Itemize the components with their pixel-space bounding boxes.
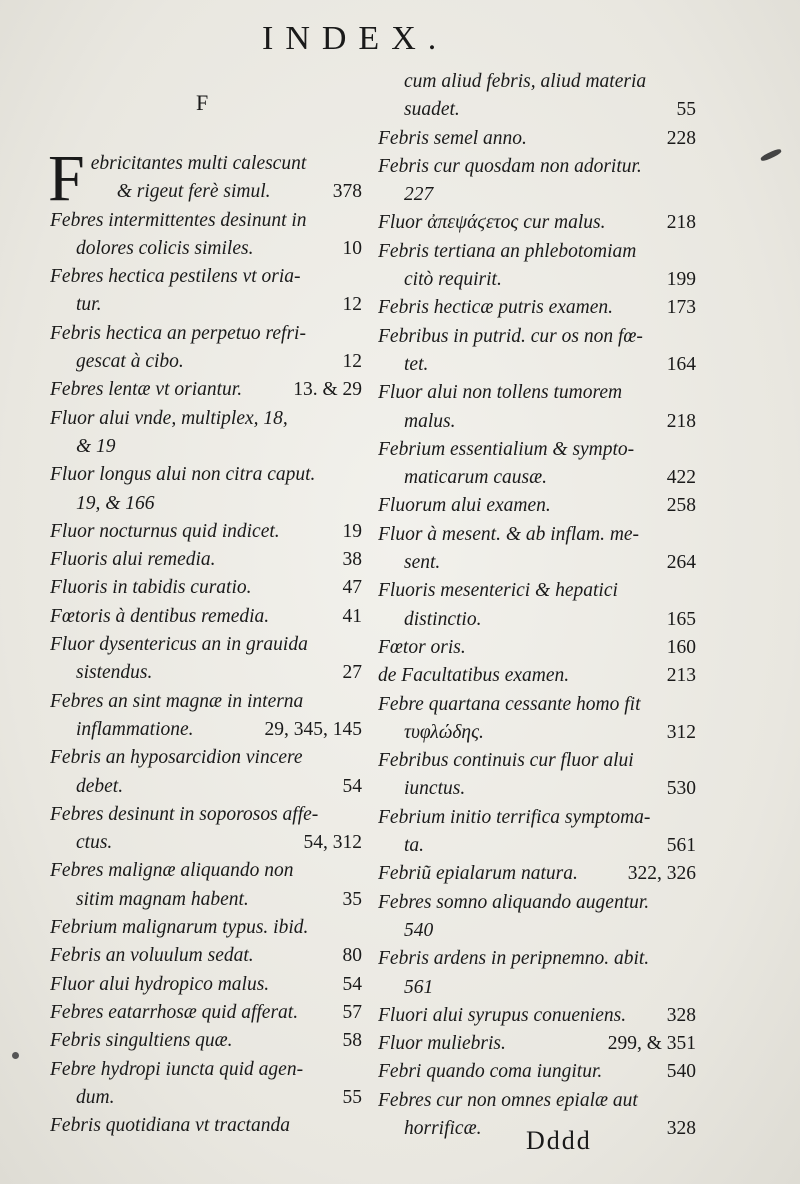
entry-text: Febrium malignarum typus. ibid. [50, 917, 309, 939]
entry-text: tet. [404, 353, 429, 375]
entry-text: Febris semel anno. [378, 127, 527, 149]
entry-text: maticarum causæ. [404, 467, 547, 489]
page-number: 57 [342, 1001, 362, 1023]
entry-text: Fluoris in tabidis curatio. [50, 577, 252, 599]
page-number: 299, & 351 [607, 1033, 696, 1055]
entry-text: de Facultatibus examen. [378, 665, 570, 687]
index-entry [378, 1002, 696, 1030]
page-number: 228 [666, 127, 696, 149]
page-number: 35 [342, 888, 362, 910]
entry-text: Fluor muliebris. [378, 1033, 506, 1055]
page-number: 47 [342, 577, 362, 599]
page-number: 540 [666, 1061, 696, 1083]
index-entry [50, 376, 362, 404]
entry-text: Fluorum alui examen. [378, 495, 551, 517]
entry-text: & 19 [76, 435, 116, 457]
entry-text: Fluor dysentericus an in grauida [50, 634, 308, 656]
entry-text: Febriũ epialarum natura. [378, 863, 578, 885]
entry-text: τυφλώδης. [404, 721, 484, 743]
index-entry [50, 518, 362, 546]
entry-text: suadet. [404, 99, 460, 121]
entry-text: Fluor nocturnus quid indicet. [50, 520, 280, 542]
entry-text: & rigeut ferè simul. [116, 181, 271, 203]
page-number: 328 [666, 1004, 696, 1026]
entry-text: Fœtor oris. [378, 636, 466, 658]
index-entry [378, 436, 696, 493]
entry-text: tur. [76, 294, 102, 316]
index-entry [50, 207, 362, 264]
index-entry [50, 405, 362, 462]
entry-text: Febris singultiens quæ. [50, 1030, 233, 1052]
index-entry [50, 574, 362, 602]
index-entry [378, 294, 696, 322]
page-number: 328 [666, 1117, 696, 1139]
entry-text: Fluor alui hydropico malus. [50, 973, 270, 995]
index-entry [50, 1112, 362, 1140]
entry-text: horrificæ. [404, 1117, 482, 1139]
entry-text: Febribus continuis cur fluor alui [378, 750, 634, 772]
page-number: 54, 312 [303, 832, 362, 854]
page-number: 10 [342, 237, 362, 259]
entry-text: Febres malignæ aliquando non [50, 860, 294, 882]
entry-text: 561 [404, 976, 434, 998]
entry-text: Febres lentæ vt oriantur. [50, 379, 243, 401]
entry-text: Fluor alui non tollens tumorem [378, 382, 623, 404]
entry-text: iunctus. [404, 778, 466, 800]
index-column-left [48, 142, 362, 1140]
page-number: 218 [666, 410, 696, 432]
page-number: 173 [666, 297, 696, 319]
index-column-right [378, 68, 696, 1143]
index-entry [50, 320, 362, 377]
entry-text: citò requirit. [404, 269, 502, 291]
page-number: 12 [342, 351, 362, 373]
index-entry [378, 209, 696, 237]
entry-text: Fœtoris à dentibus remedia. [50, 605, 270, 627]
index-entry [378, 521, 696, 578]
index-entry [378, 379, 696, 436]
entry-text: Febri quando coma iungitur. [378, 1061, 603, 1083]
entry-text: ebricitantes multi calescunt [90, 153, 307, 174]
index-entry [378, 691, 696, 748]
entry-text: Fluor ἀπεψάϛετος cur malus. [378, 212, 606, 234]
page-number: 27 [342, 662, 362, 684]
entry-text: Fluor alui vnde, multiplex, 18, [50, 407, 288, 429]
index-entry [50, 857, 362, 914]
index-entry [378, 747, 696, 804]
entry-text: ta. [404, 835, 425, 857]
entry-text: gescat à cibo. [76, 351, 184, 373]
index-entry [50, 1027, 362, 1055]
entry-text: Febrium essentialium & sympto- [378, 438, 635, 460]
page-number: 264 [666, 552, 696, 574]
entry-text: malus. [404, 410, 456, 432]
entry-text: sitim magnam habent. [76, 888, 249, 910]
page-number: 378 [332, 181, 362, 203]
page-number: 19 [342, 520, 362, 542]
entry-text: Fluori alui syrupus conueniens. [378, 1004, 627, 1026]
page-number: 213 [666, 665, 696, 687]
page-number: 258 [666, 495, 696, 517]
index-entry [378, 945, 696, 1002]
entry-text: dum. [76, 1086, 115, 1108]
index-entry [50, 461, 362, 518]
index-entry [378, 125, 696, 153]
index-entry [50, 999, 362, 1027]
entry-text: 227 [404, 184, 434, 206]
index-entry [50, 603, 362, 631]
entry-text: distinctio. [404, 608, 482, 630]
index-entry [378, 68, 696, 125]
index-entry [378, 323, 696, 380]
index-entry [50, 744, 362, 801]
entry-text: Febres cur non omnes epialæ aut [378, 1089, 638, 1111]
entry-text: Febres an sint magnæ in interna [50, 690, 304, 712]
page-number: 54 [342, 973, 362, 995]
entry-text: sistendus. [76, 662, 153, 684]
index-entry [50, 688, 362, 745]
entry-text: 19, & 166 [76, 492, 155, 514]
entry-text: ctus. [76, 832, 113, 854]
section-letter: F [196, 90, 209, 115]
page-number: 199 [666, 269, 696, 291]
entry-text: 540 [404, 919, 434, 941]
page-number: 58 [342, 1030, 362, 1052]
entry-text: Febris quotidiana vt tractanda [50, 1115, 290, 1137]
entry-text: Fluor à mesent. & ab inflam. me- [378, 523, 640, 545]
index-entry [50, 971, 362, 999]
page-number: 164 [666, 353, 696, 375]
page-number: 422 [666, 467, 696, 489]
paper-speck [760, 148, 782, 163]
index-entry [378, 238, 696, 295]
page-number: 13. & 29 [293, 379, 362, 401]
entry-text: Febres intermittentes desinunt in [50, 209, 307, 231]
entry-text: Febris cur quosdam non adoritur. [378, 155, 642, 177]
page-number: 165 [666, 608, 696, 630]
entry-text: Febre hydropi iuncta quid agen- [50, 1058, 304, 1080]
index-entry [378, 1058, 696, 1086]
index-entry [378, 577, 696, 634]
page-title: INDEX. [262, 20, 449, 57]
paper-speck [12, 1052, 19, 1059]
index-entry [378, 634, 696, 662]
index-entry [378, 1030, 696, 1058]
index-entry [378, 860, 696, 888]
index-entry [378, 492, 696, 520]
index-entry [50, 1056, 362, 1113]
index-entry [378, 153, 696, 210]
index-entry [48, 142, 362, 215]
entry-text: Febris an voluulum sedat. [50, 945, 254, 967]
entry-text: Febris tertiana an phlebotomiam [378, 240, 637, 262]
index-entry [50, 942, 362, 970]
page-number: 12 [342, 294, 362, 316]
index-entry [50, 263, 362, 320]
index-entry [50, 631, 362, 688]
page-number: 38 [342, 549, 362, 571]
index-entry [50, 546, 362, 574]
entry-text: Febres desinunt in soporosos affe- [50, 803, 319, 825]
page-number: 29, 345, 145 [264, 718, 362, 740]
entry-text: inflammatione. [76, 718, 194, 740]
entry-text: sent. [404, 552, 441, 574]
entry-text: cum aliud febris, aliud materia [404, 71, 647, 92]
index-entry [50, 801, 362, 858]
entry-text: Fluor longus alui non citra caput. [50, 464, 316, 486]
page-number: 530 [666, 778, 696, 800]
entry-text: Fluoris alui remedia. [50, 549, 216, 571]
page-number: 55 [676, 99, 696, 121]
page-number: 55 [342, 1086, 362, 1108]
page-number: 312 [666, 721, 696, 743]
catchword: Dddd [526, 1126, 592, 1155]
page-number: 160 [666, 636, 696, 658]
index-entry [378, 889, 696, 946]
entry-text: dolores colicis similes. [76, 237, 254, 259]
page-number: 54 [342, 775, 362, 797]
entry-text: Febres hectica pestilens vt oria- [50, 266, 301, 288]
entry-text: Febris hectica an perpetuo refri- [50, 322, 306, 344]
entry-text: Febris ardens in peripnemno. abit. [378, 948, 650, 970]
page-number: 80 [342, 945, 362, 967]
entry-text: Febres eatarrhosæ quid afferat. [50, 1001, 299, 1023]
entry-text: Febres somno aliquando augentur. [378, 891, 650, 913]
page-number: 41 [342, 605, 362, 627]
entry-text: debet. [76, 775, 124, 797]
index-entry [378, 804, 696, 861]
page-number: 218 [666, 212, 696, 234]
entry-text: Febribus in putrid. cur os non fœ- [378, 325, 643, 347]
entry-text: Febris an hyposarcidion vincere [50, 747, 303, 769]
entry-text: Febrium initio terrifica symptoma- [378, 806, 651, 828]
entry-text: Febris hecticæ putris examen. [378, 297, 614, 319]
index-entry [378, 662, 696, 690]
entry-text: Febre quartana cessante homo fit [378, 693, 641, 715]
entry-text: Fluoris mesenterici & hepatici [378, 580, 618, 602]
page-number: 322, 326 [627, 863, 696, 885]
index-entry [50, 914, 362, 942]
drop-cap: F [48, 142, 85, 215]
page-number: 561 [666, 835, 696, 857]
